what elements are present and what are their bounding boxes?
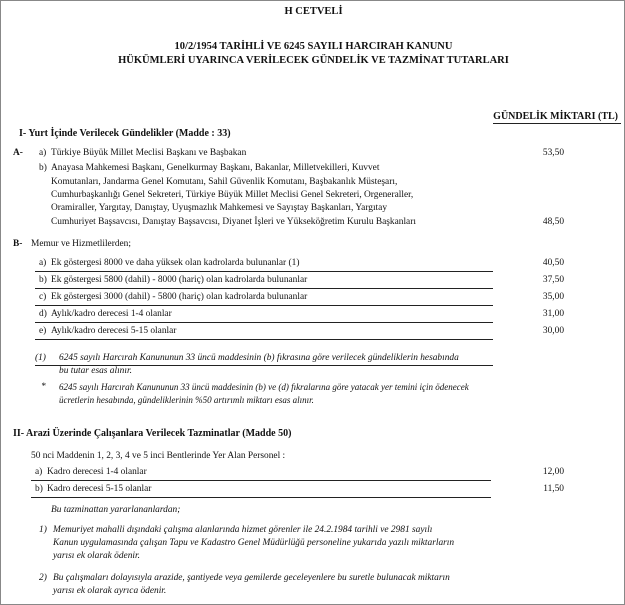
section2-subnote: Bu tazminattan yararlananlardan;: [51, 505, 181, 515]
groupB-row-c-rule: [35, 305, 493, 306]
groupB-row-c-text: Ek göstergesi 3000 (dahil) - 5800 (hariç) olan kadrolarda bulunanlar: [51, 292, 308, 302]
section2-note1-line2: Kanun uygulamasında çalışan Tapu ve Kadastro Genel Müdürlüğü personeline yukarıda yazılı miktarların: [53, 538, 455, 548]
section2-row-a-text: Kadro derecesi 1-4 olanlar: [47, 467, 147, 477]
section2-intro: 50 nci Maddenin 1, 2, 3, 4 ve 5 inci Bentlerinde Yer Alan Personel :: [31, 451, 286, 461]
groupB-row-e-text: Aylık/kadro derecesi 5-15 olanlar: [51, 326, 177, 336]
groupB-row-b-value: 37,50: [542, 275, 564, 285]
section2-heading: II- Arazi Üzerinde Çalışanlara Verilecek Tazminatlar (Madde 50): [13, 428, 292, 439]
groupB-label: B-: [13, 239, 23, 249]
section2-row-a-value: 12,00: [542, 467, 564, 477]
document-subtitle-line2: HÜKÜMLERİ UYARINCA VERİLECEK GÜNDELİK VE TAZMİNAT TUTARLARI: [118, 55, 509, 66]
groupA-item-b-prefix: b): [39, 163, 47, 173]
groupA-label: A-: [13, 148, 23, 158]
section2-note2-marker: 2): [39, 573, 47, 583]
section1-note1-marker: (1): [35, 353, 46, 363]
column-header: GÜNDELİK MİKTARI (TL): [493, 111, 618, 122]
groupA-item-b-line5: Cumhuriyet Başsavcısı, Danıştay Başsavcısı, Diyanet İşleri ve Yükseköğretim Kurulu Başkanları: [51, 217, 416, 227]
groupB-row-a-text: Ek göstergesi 8000 ve daha yüksek olan kadrolarda bulunanlar (1): [51, 258, 300, 268]
groupB-row-e-value: 30,00: [542, 326, 564, 336]
groupB-row-d-text: Aylık/kadro derecesi 1-4 olanlar: [51, 309, 172, 319]
section2-row-b-prefix: b): [35, 484, 43, 494]
section2-note2-line1: Bu çalışmaları dolayısıyla arazide, şantiyede veya gemilerde geceleyenlere bu suretle bulunacak miktarın: [53, 573, 450, 583]
column-header-rule: [493, 123, 621, 124]
section2-note1-line3: yarısı ek olarak ödenir.: [53, 551, 140, 561]
groupB-row-a-value: 40,50: [542, 258, 564, 268]
groupA-item-b-line1: Anayasa Mahkemesi Başkanı, Genelkurmay Başkanı, Bakanlar, Milletvekilleri, Kuvvet: [51, 163, 380, 173]
section1-note1-line2: bu tutar esas alınır.: [59, 366, 132, 376]
groupB-row-c-value: 35,00: [542, 292, 564, 302]
section2-row-b-text: Kadro derecesi 5-15 olanlar: [47, 484, 152, 494]
groupA-item-b-line2: Komutanları, Jandarma Genel Komutanı, Sahil Güvenlik Komutanı, Başbakanlık Müsteşarı,: [51, 177, 398, 187]
groupB-row-b-text: Ek göstergesi 5800 (dahil) - 8000 (hariç) olan kadrolarda bulunanlar: [51, 275, 308, 285]
section2-row-a-rule: [31, 480, 491, 481]
groupA-item-b-line4: Oramiraller, Yargıtay, Danıştay, Uyuşmazlık Mahkemesi ve Sayıştay Başkanları, Yargıtay: [51, 203, 388, 213]
section1-note2-marker: *: [41, 382, 46, 392]
section2-row-b-value: 11,50: [543, 484, 564, 494]
section2-row-b-rule: [31, 497, 491, 498]
section1-note1-line1: 6245 sayılı Harcırah Kanununun 33 üncü maddesinin (b) fıkrasına göre verilecek gündeliklerin hesabında: [59, 353, 459, 363]
groupB-row-a-prefix: a): [39, 258, 47, 268]
section1-heading: I- Yurt İçinde Verilecek Gündelikler (Madde : 33): [19, 128, 231, 139]
groupB-row-b-rule: [35, 288, 493, 289]
groupB-row-d-value: 31,00: [542, 309, 564, 319]
groupB-row-d-rule: [35, 322, 493, 323]
document-title: H CETVELİ: [284, 6, 343, 17]
groupB-row-e-rule: [35, 339, 493, 340]
groupA-item-b-value: 48,50: [542, 217, 564, 227]
groupB-row-a-rule: [35, 271, 493, 272]
section1-note2-line2: ücretlerin hesabında, gündeliklerinin %50 artırımlı miktarı esas alınır.: [59, 395, 314, 405]
section1-note2-line1: 6245 sayılı Harcırah Kanununun 33 üncü maddesinin (b) ve (d) fıkralarına göre yatacak yer temini için ödenecek: [59, 382, 469, 392]
groupB-row-e-prefix: e): [39, 326, 47, 336]
groupA-item-a-text: Türkiye Büyük Millet Meclisi Başkanı ve Başbakan: [51, 148, 247, 158]
section1-note1-rule: [35, 365, 493, 366]
groupA-item-a-value: 53,50: [542, 148, 564, 158]
section2-row-a-prefix: a): [35, 467, 43, 477]
groupB-heading: Memur ve Hizmetlilerden;: [31, 239, 131, 249]
groupA-item-b-line3: Cumhurbaşkanlığı Genel Sekreteri, Türkiye Büyük Millet Meclisi Genel Sekreteri, Orgeneraller,: [51, 190, 414, 200]
groupA-item-a-prefix: a): [39, 148, 47, 158]
groupB-row-d-prefix: d): [39, 309, 47, 319]
section2-note2-line2: yarısı ek olarak ayrıca ödenir.: [53, 586, 167, 596]
section2-note1-marker: 1): [39, 525, 47, 535]
groupB-row-b-prefix: b): [39, 275, 47, 285]
section2-note1-line1: Memuriyet mahalli dışındaki çalışma alanlarında hizmet görenler ile 24.2.1984 tarihli ve 2981 sayılı: [53, 525, 433, 535]
document-subtitle-line1: 10/2/1954 TARİHLİ VE 6245 SAYILI HARCIRAH KANUNU: [174, 41, 453, 52]
groupB-row-c-prefix: c): [39, 292, 47, 302]
